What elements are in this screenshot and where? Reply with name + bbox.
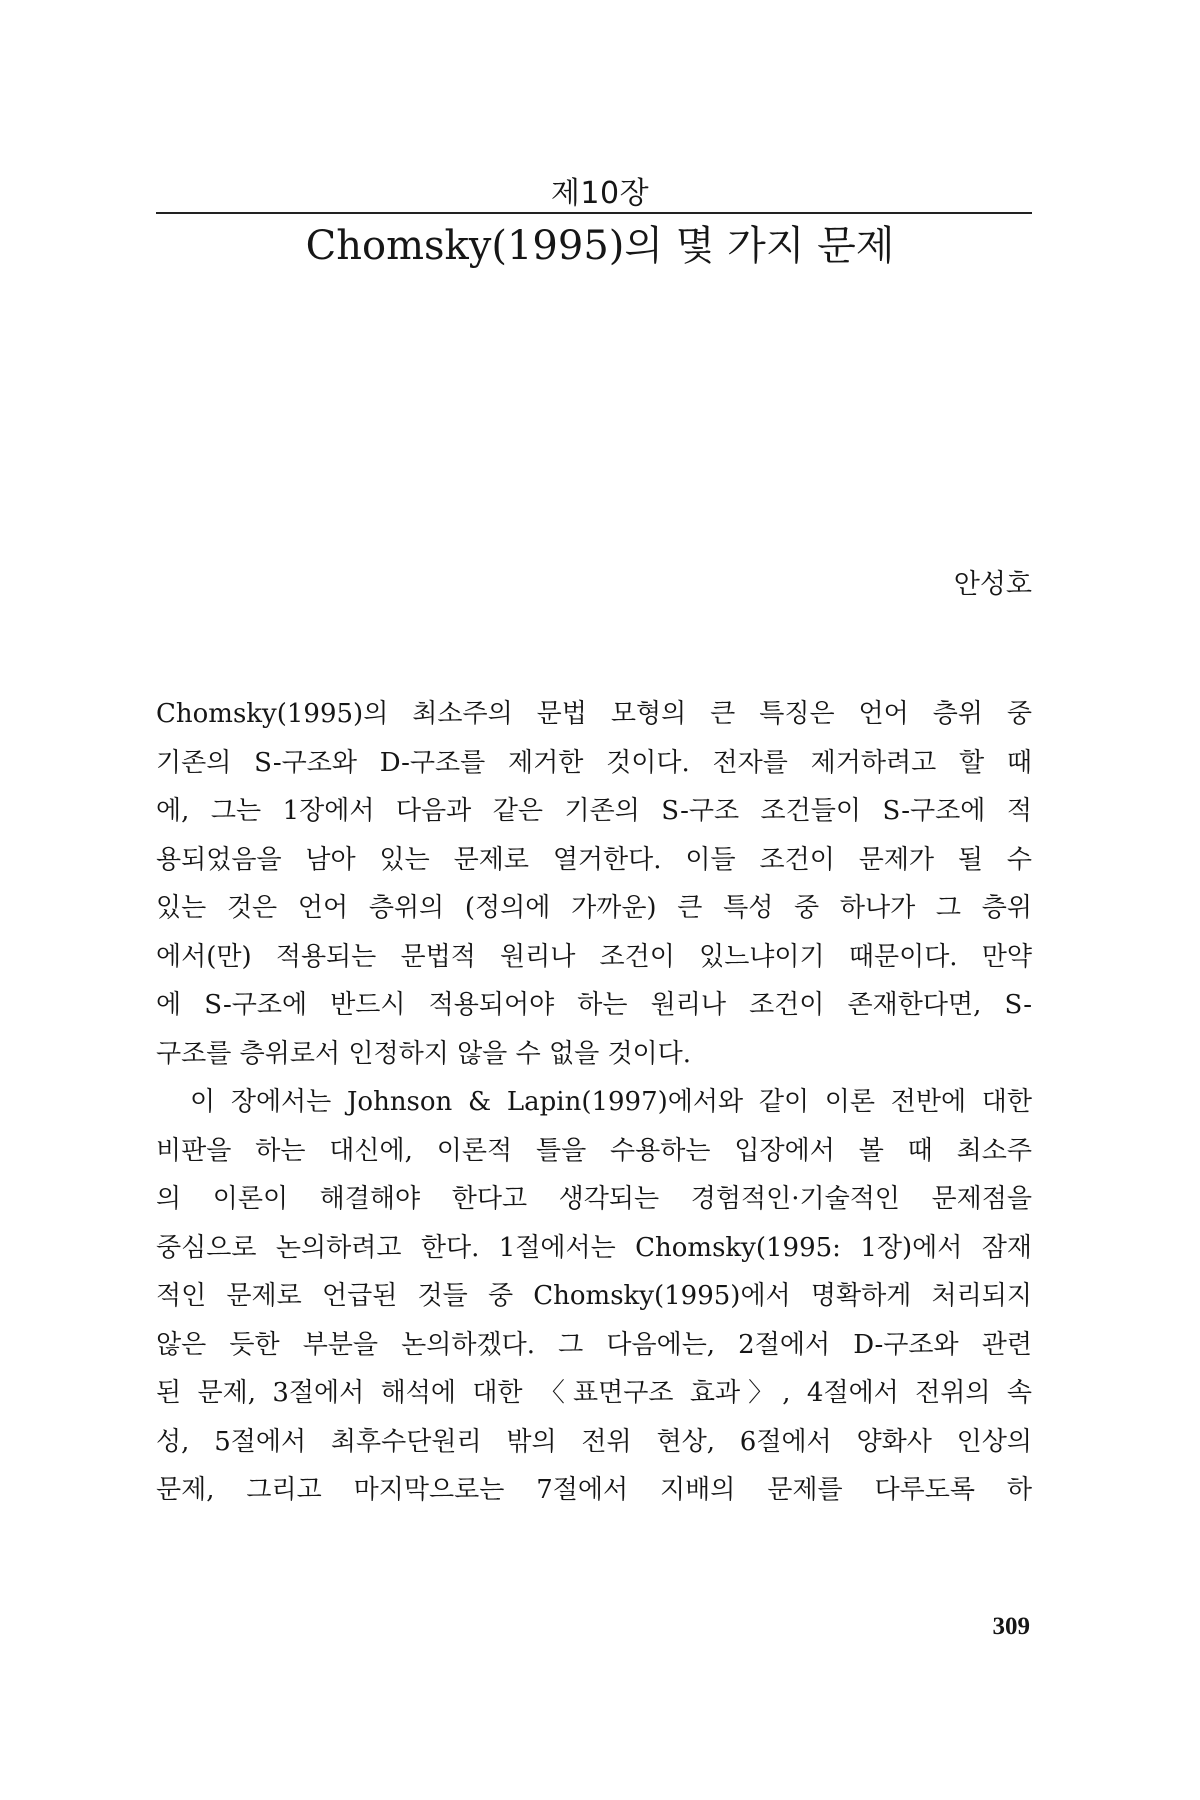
body-text: [156, 690, 1032, 1515]
text-line: 의 이론이 해결해야 한다고 생각되는 경험적인·기술적인 문제점을: [156, 1184, 1032, 1214]
header-rule: [156, 212, 1032, 214]
text-line: 기존의 S-구조와 D-구조를 제거한 것이다. 전자를 제거하려고 할 때: [156, 747, 1032, 778]
text-line: 성, 5절에서 최후수단원리 밖의 전위 현상, 6절에서 양화사 인상의: [156, 1426, 1032, 1457]
text-line: 문제, 그리고 마지막으로는 7절에서 지배의 문제를 다루도록 하: [156, 1475, 1032, 1505]
paragraph-2: [156, 1078, 1032, 1515]
text-line: 에 S-구조에 반드시 적용되어야 하는 원리나 조건이 존재한다면, S-: [156, 990, 1032, 1020]
text-line: 용되었음을 남아 있는 문제로 열거한다. 이들 조건이 문제가 될 수: [156, 844, 1032, 875]
text-line: 에, 그는 1장에서 다음과 같은 기존의 S-구조 조건들이 S-구조에 적: [156, 796, 1032, 826]
text-line: 않은 듯한 부분을 논의하겠다. 그 다음에는, 2절에서 D-구조와 관련: [156, 1329, 1032, 1360]
text-line: 중심으로 논의하려고 한다. 1절에서는 Chomsky(1995: 1장)에서 잠재: [156, 1232, 1032, 1263]
chapter-title: Chomsky(1995)의 몇 가지 문제: [305, 223, 895, 269]
text-line: 있는 것은 언어 층위의 (정의에 가까운) 큰 특성 중 하나가 그 층위: [156, 893, 1032, 923]
text-line: 적인 문제로 언급된 것들 중 Chomsky(1995)에서 명확하게 처리되지: [156, 1281, 1032, 1311]
text-line: 된 문제, 3절에서 해석에 대한 〈표면구조 효과〉, 4절에서 전위의 속: [156, 1378, 1032, 1408]
paragraph-1: [156, 690, 1032, 1078]
text-line: 이 장에서는 Johnson & Lapin(1997)에서와 같이 이론 전반에 대한: [190, 1087, 1032, 1117]
chapter-label: 제10장: [550, 176, 650, 211]
author-name: 안성호: [953, 569, 1032, 600]
page-number: 309: [992, 1613, 1030, 1640]
text-line: 에서(만) 적용되는 문법적 원리나 조건이 있느냐이기 때문이다. 만약: [156, 941, 1032, 972]
text-line: 구조를 층위로서 인정하지 않을 수 없을 것이다.: [156, 1038, 692, 1069]
text-line: 비판을 하는 대신에, 이론적 틀을 수용하는 입장에서 볼 때 최소주: [156, 1135, 1032, 1166]
text-line: Chomsky(1995)의 최소주의 문법 모형의 큰 특징은 언어 층위 중: [156, 699, 1032, 729]
